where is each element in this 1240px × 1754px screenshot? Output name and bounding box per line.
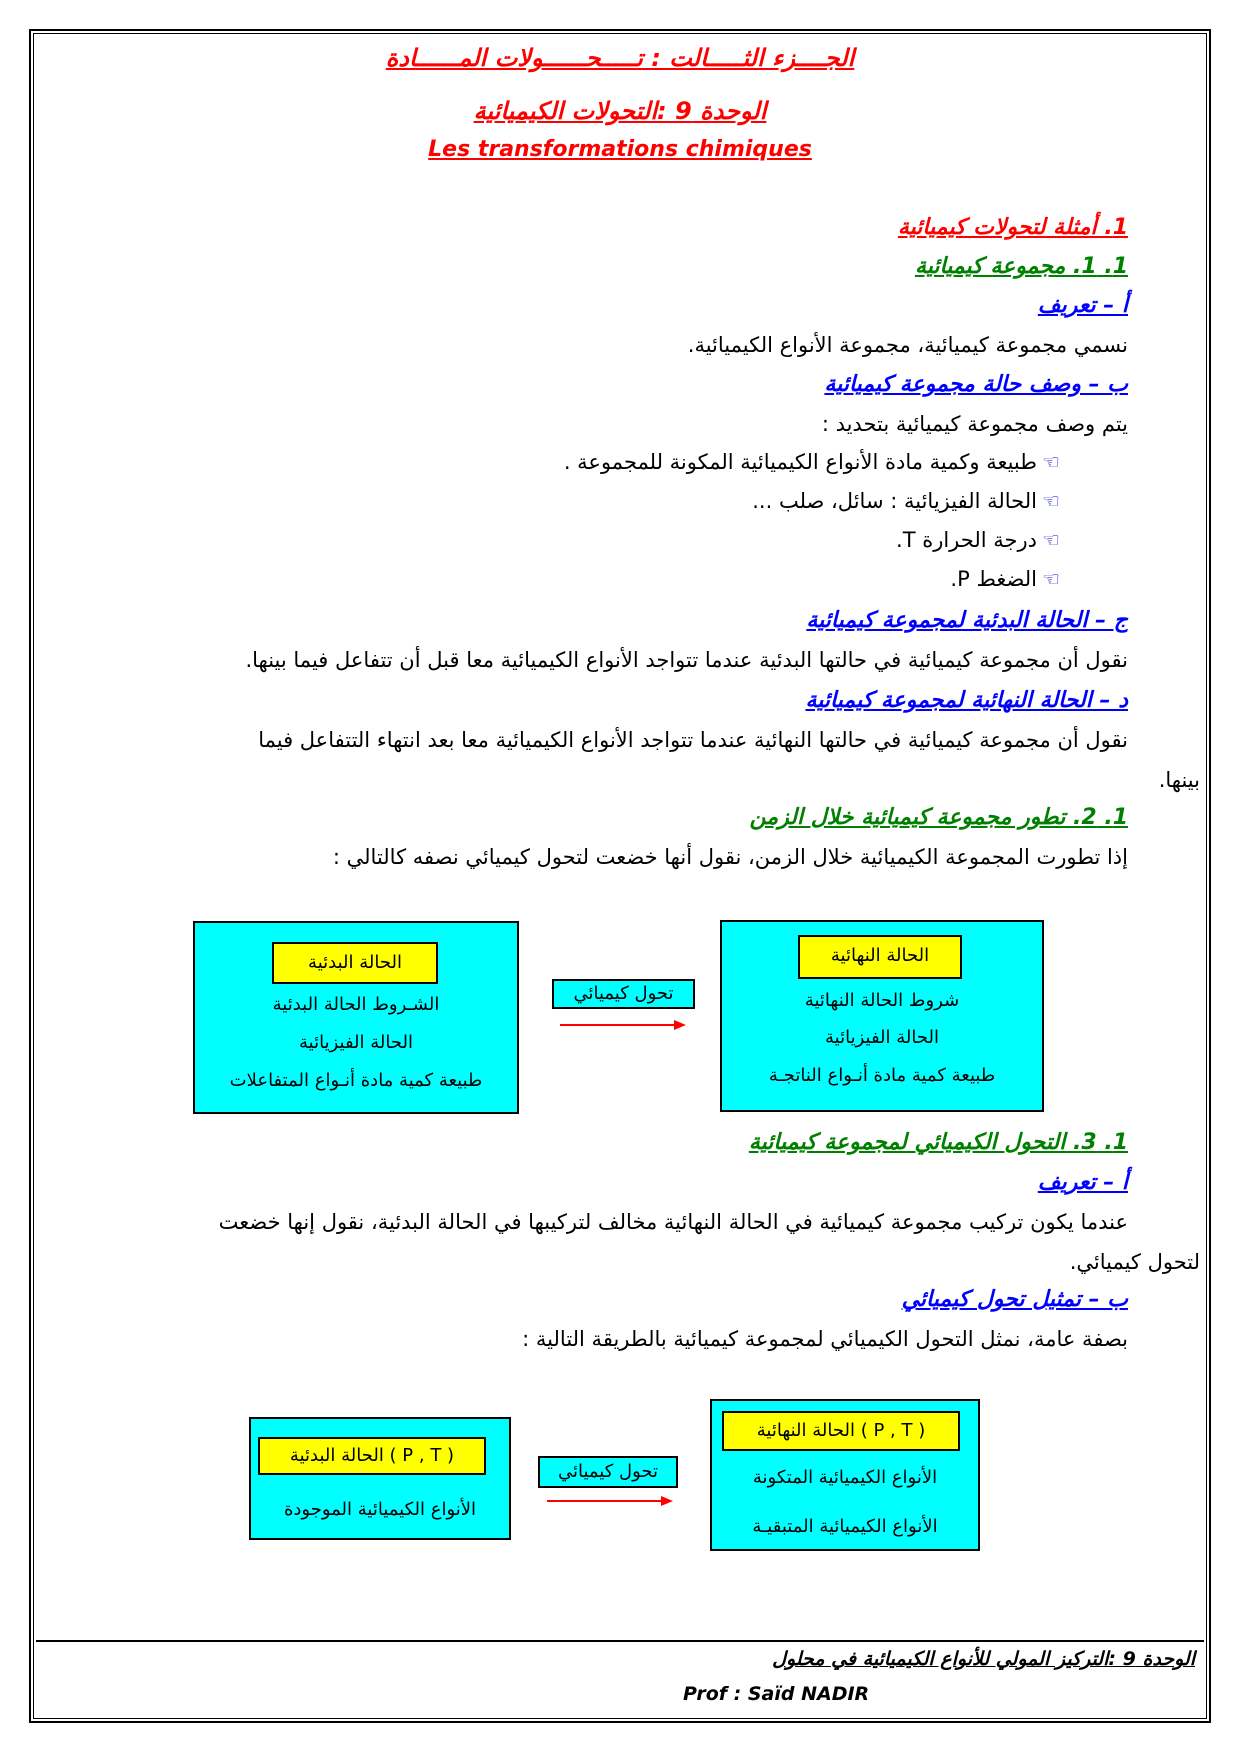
final-state-label-2: الحالة النهائية ( P , T ) — [722, 1411, 960, 1451]
final-state-text-2: بينها. — [1158, 768, 1200, 792]
pointing-hand-icon: ☜ — [1042, 489, 1060, 513]
representation-text: بصفة عامة، نمثل التحول الكيميائي لمجموعة كيميائية بالطريقة التالية : — [522, 1327, 1128, 1351]
representation-title: ب – تمثيل تحول كيميائي — [901, 1287, 1128, 1312]
transformation-definition-2: لتحول كيميائي. — [1069, 1250, 1200, 1274]
final-state-line: طبيعة كمية مادة أنـواع الناتجـة — [768, 1065, 996, 1086]
initial-state-text: نقول أن مجموعة كيميائية في حالتها البدئية عندما تتواجد الأنواع الكيميائية معا قبل أن تتفاعل فيما بينها. — [245, 648, 1128, 672]
initial-state-line: الحالة الفيزيائية — [299, 1032, 413, 1053]
footer-unit: الوحدة 9 :التركيز المولي للأنواع الكيميائية في محلول — [772, 1648, 1195, 1670]
footer-author: Prof : Saïd NADIR — [683, 1683, 870, 1705]
initial-state-title: ج – الحالة البدئية لمجموعة كيميائية — [806, 608, 1128, 633]
final-state-line: شروط الحالة النهائية — [804, 990, 960, 1011]
initial-state-label: الحالة البدئية — [272, 942, 438, 984]
unit-title: الوحدة 9 :التحولات الكيميائية — [473, 97, 767, 125]
initial-state-line: طبيعة كمية مادة أنـواع المتفاعلات — [229, 1070, 483, 1091]
definition-title-2: أ – تعريف — [1037, 1170, 1128, 1195]
definition-text: نسمي مجموعة كيميائية، مجموعة الأنواع الكيميائية. — [687, 333, 1128, 357]
initial-state-line: الشـروط الحالة البدئية — [272, 994, 440, 1015]
unit-title-fr: Les transformations chimiques — [428, 137, 812, 162]
description-title: ب – وصف حالة مجموعة كيميائية — [824, 372, 1128, 397]
transformation-label-2: تحول كيميائي — [538, 1456, 678, 1488]
transformation-label: تحول كيميائي — [552, 979, 695, 1009]
list-item: ☜ درجة الحرارة T. — [896, 528, 1060, 552]
final-state-label: الحالة النهائية — [798, 935, 962, 979]
description-text: يتم وصف مجموعة كيميائية بتحديد : — [821, 412, 1128, 436]
initial-state-label-2: الحالة البدئية ( P , T ) — [258, 1437, 486, 1475]
list-item: ☜ الضغط P. — [950, 567, 1060, 591]
footer-divider — [36, 1640, 1204, 1642]
bullet-list — [564, 450, 1060, 606]
list-item: ☜ الحالة الفيزيائية : سائل، صلب ... — [752, 489, 1060, 513]
part-title: الجــــزء الثـــــالت : تـــــحــــــولات المــــــادة — [385, 44, 855, 72]
pointing-hand-icon: ☜ — [1042, 567, 1060, 591]
final-state-text-1: نقول أن مجموعة كيميائية في حالتها النهائية عندما تتواجد الأنواع الكيميائية معا بعد انتهاء التتفاعل فيما — [258, 728, 1128, 752]
transformation-definition-1: عندما يكون تركيب مجموعة كيميائية في الحالة النهائية مخالف لتركيبها في الحالة البدئية، نقول إنها خضعت — [218, 1210, 1128, 1234]
initial-state-box-2 — [249, 1417, 511, 1540]
transformation-arrow-2 — [545, 1494, 675, 1508]
definition-title: أ – تعريف — [1037, 293, 1128, 318]
final-state-line: الحالة الفيزيائية — [825, 1027, 939, 1048]
transformation-arrow — [558, 1018, 688, 1032]
final-state-title: د – الحالة النهائية لمجموعة كيميائية — [805, 688, 1128, 713]
final-species-line: الأنواع الكيميائية المتبقيـة — [752, 1516, 938, 1537]
pointing-hand-icon: ☜ — [1042, 450, 1060, 474]
final-species-line: الأنواع الكيميائية المتكونة — [752, 1467, 938, 1488]
section-1-3-title: 1. 3. التحول الكيميائي لمجموعة كيميائية — [748, 1130, 1128, 1155]
pointing-hand-icon: ☜ — [1042, 528, 1060, 552]
section-1-1-title: 1. 1. مجموعة كيميائية — [914, 254, 1128, 279]
evolution-text: إذا تطورت المجموعة الكيميائية خلال الزمن، نقول أنها خضعت لتحول كيميائي نصفه كالتالي : — [332, 845, 1128, 869]
list-item: ☜ طبيعة وكمية مادة الأنواع الكيميائية المكونة للمجموعة . — [563, 450, 1060, 474]
initial-species-line: الأنواع الكيميائية الموجودة — [283, 1499, 477, 1520]
section-1-2-title: 1. 2. تطور مجموعة كيميائية خلال الزمن — [749, 805, 1128, 830]
section-1-title: 1. أمثلة لتحولات كيميائية — [897, 215, 1128, 240]
